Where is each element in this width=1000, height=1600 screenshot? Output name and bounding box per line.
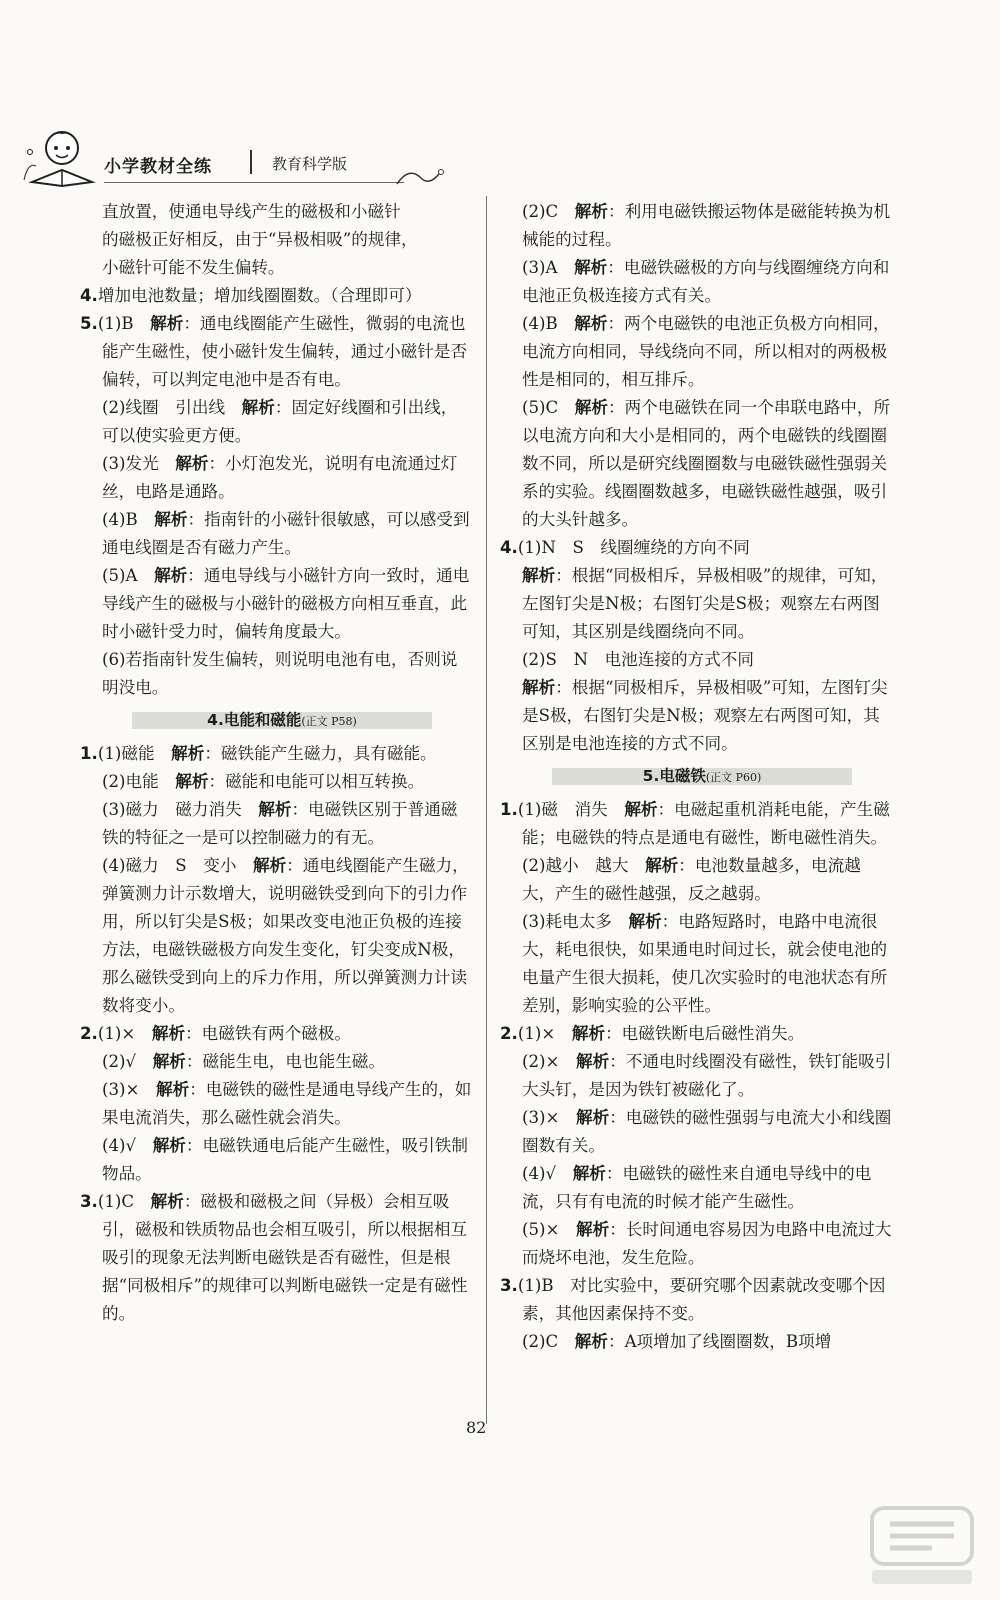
analysis-text: ：A项增加了线圈圈数，B项增 — [607, 1332, 832, 1351]
s4-question-4-analysis-2 — [500, 674, 892, 758]
answer: (4)√ — [102, 1136, 137, 1155]
s5-question-2-part-5 — [500, 1216, 892, 1272]
analysis-text: ：通电导线与小磁针方向一致时，通电导线产生的磁极与小磁针的磁极方向相互垂直，此时小磁针受力时，偏转角度最大。 — [102, 566, 470, 641]
analysis-text: ：磁极和磁极之间（异极）会相互吸引，磁极和铁质物品也会相互吸引，所以根据相互吸引的现象无法判断电磁铁是否有磁性，但是根据“同极相斥”的规律可以判断电磁铁一定是有磁性的。 — [102, 1192, 468, 1323]
analysis-label: 解析 — [522, 678, 556, 697]
s5-question-1-part-3 — [500, 908, 892, 1020]
analysis-text: ：电磁铁的磁性强弱与电流大小和线圈圈数有关。 — [522, 1108, 892, 1155]
s4-question-1-part-4 — [80, 852, 472, 1020]
question-number: 2. — [500, 1024, 518, 1043]
s4-question-3-part-3 — [500, 254, 892, 310]
mascot-reading-icon — [22, 122, 100, 188]
analysis-label: 解析 — [171, 744, 205, 763]
answer: (1)磁能 — [97, 744, 155, 763]
answer: (4)磁力 S 变小 — [102, 856, 237, 875]
answer: (3)× — [522, 1108, 560, 1127]
analysis-text: ：小灯泡发光，说明有电流通过灯丝，电路是通路。 — [102, 454, 458, 501]
s4-question-3-part-1 — [80, 1188, 472, 1328]
answer: (1)C — [97, 1192, 135, 1211]
answer: (5)A — [102, 566, 138, 585]
question-number: 4. — [80, 286, 98, 305]
s5-question-1-part-2 — [500, 852, 892, 908]
analysis-label: 解析 — [628, 912, 662, 931]
analysis-text: ：通电线圈能产生磁力，弹簧测力计示数增大，说明磁铁受到向下的引力作用，所以钉尖是S极；如果改变电池正负极的连接方法，电磁铁磁极方向发生变化，钉尖变成N极，那么磁铁受到向上的斥力作用，所以弹簧测力计读数将变小。 — [102, 856, 469, 1015]
analysis-text: ：长时间通电容易因为电路中电流过大而烧坏电池，发生危险。 — [522, 1220, 892, 1267]
answer: (2)√ — [102, 1052, 137, 1071]
question-5-part-4 — [80, 506, 472, 562]
s4-question-2-part-4 — [80, 1132, 472, 1188]
analysis-label: 解析 — [258, 800, 292, 819]
analysis-label: 解析 — [156, 1080, 190, 1099]
analysis-text: ：根据“同极相斥，异极相吸”可知，左图钉尖是S极，右图钉尖是N极；观察左右两图可知，其区别是电池连接的方式不同。 — [522, 678, 888, 753]
column-divider — [486, 196, 487, 1424]
section-title: 4.电能和磁能 — [207, 711, 302, 729]
analysis-text: ：电磁铁磁极的方向与线圈缠绕方向和电池正负极连接方式有关。 — [522, 258, 890, 305]
header-divider — [250, 150, 252, 174]
question-number: 2. — [80, 1024, 98, 1043]
s5-question-3-part-1 — [500, 1272, 892, 1328]
s5-question-3-part-2 — [500, 1328, 892, 1356]
analysis-label: 解析 — [576, 1220, 610, 1239]
analysis-label: 解析 — [574, 1332, 608, 1351]
analysis-text: ：磁能生电，电也能生磁。 — [185, 1052, 385, 1071]
answer: (5)C — [522, 398, 559, 417]
analysis-label: 解析 — [154, 566, 188, 585]
analysis-text: ：电磁铁有两个磁极。 — [185, 1024, 351, 1043]
analysis-text: ：电磁铁的磁性是通电导线产生的，如果电流消失，那么磁性就会消失。 — [102, 1080, 472, 1127]
s4-question-1-part-2 — [80, 768, 472, 796]
question-5-part-3 — [80, 450, 472, 506]
s5-question-2-part-1 — [500, 1020, 892, 1048]
s4-question-2-part-1 — [80, 1020, 472, 1048]
s4-question-3-part-5 — [500, 394, 892, 534]
section-heading-5 — [552, 762, 852, 790]
analysis-label: 解析 — [576, 1052, 610, 1071]
right-column — [500, 198, 892, 1356]
analysis-label: 解析 — [175, 772, 209, 791]
answer: (1)磁 消失 — [517, 800, 608, 819]
series-title: 小学教材全练 — [104, 157, 212, 177]
answer: (2)线圈 引出线 — [102, 398, 226, 417]
analysis-text: ：通电线圈能产生磁性，微弱的电流也能产生磁性，使小磁针发生偏转，通过小磁针是否偏转，可以判定电池中是否有电。 — [102, 314, 468, 389]
question-5-part-2 — [80, 394, 472, 450]
analysis-label: 解析 — [576, 1108, 610, 1127]
question-number: 3. — [500, 1276, 518, 1295]
answer: (5)× — [522, 1220, 560, 1239]
analysis-text: ：电磁起重机消耗电能，产生磁能；电磁铁的特点是通电有磁性，断电磁性消失。 — [522, 800, 890, 847]
analysis-text: ：电磁铁区别于普通磁铁的特征之一是可以控制磁力的有无。 — [102, 800, 458, 847]
section-page-ref: (正文 P58) — [301, 715, 357, 728]
analysis-text: ：电池数量越多，电流越大，产生的磁性越强，反之越弱。 — [522, 856, 861, 903]
page-header — [0, 120, 1000, 190]
analysis-text: ：两个电磁铁在同一个串联电路中，所以电流方向和大小是相同的，两个电磁铁的线圈圈数不同，所以是研究线圈圈数与电磁铁磁性强弱关系的实验。线圈圈数越多，电磁铁磁性越强，吸引的大头针越多。 — [522, 398, 891, 529]
answer: (3)A — [522, 258, 558, 277]
continued-line: 直放置，使通电导线产生的磁极和小磁针 — [102, 202, 401, 221]
s5-question-2-part-4 — [500, 1160, 892, 1216]
analysis-text: ：两个电磁铁的电池正负极方向相同，电流方向相同，导线绕向不同，所以相对的两极极性是相同的，相互排斥。 — [522, 314, 890, 389]
analysis-text: ：磁铁能产生磁力，具有磁能。 — [204, 744, 437, 763]
analysis-text: ：根据“同极相斥，异极相吸”的规律，可知，左图钉尖是N极；右图钉尖是S极；观察左右两图可知，其区别是线圈绕向不同。 — [522, 566, 888, 641]
answer: (1)N S 线圈缠绕的方向不同 — [517, 538, 750, 557]
answer-text: 增加电池数量；增加线圈圈数。（合理即可） — [97, 286, 422, 305]
analysis-label: 解析 — [522, 566, 556, 585]
answer: (4)B — [522, 314, 558, 333]
analysis-label: 解析 — [151, 1024, 186, 1043]
page-number: 82 — [466, 1418, 487, 1437]
analysis-label: 解析 — [624, 800, 658, 819]
answer: (3)耗电太多 — [522, 912, 612, 931]
analysis-label: 解析 — [645, 856, 679, 875]
analysis-label: 解析 — [241, 398, 275, 417]
answer: (2)C — [522, 1332, 559, 1351]
edition-label: 教育科学版 — [272, 155, 348, 173]
analysis-label: 解析 — [154, 510, 188, 529]
answer: (3)发光 — [102, 454, 159, 473]
answer: (1)× — [97, 1024, 136, 1043]
analysis-text: ：利用电磁铁搬运物体是磁能转换为机械能的过程。 — [522, 202, 891, 249]
analysis-text: ：电磁铁断电后磁性消失。 — [605, 1024, 805, 1043]
answer: (1)B — [97, 314, 134, 333]
analysis-label: 解析 — [574, 202, 608, 221]
answer: (2)S N 电池连接的方式不同 — [522, 650, 754, 669]
continued-line: 小磁针可能不发生偏转。 — [102, 258, 285, 277]
analysis-text: ：磁能和电能可以相互转换。 — [208, 772, 425, 791]
s4-question-3-part-2 — [500, 198, 892, 254]
question-number: 5. — [80, 314, 98, 333]
answer: (1)B — [517, 1276, 554, 1295]
analysis-text: ：固定好线圈和引出线，可以使实验更方便。 — [102, 398, 458, 445]
continued-line: 的磁极正好相反，由于“异极相吸”的规律， — [102, 230, 418, 249]
section-title: 5.电磁铁 — [642, 767, 706, 785]
analysis-text: 对比实验中，要研究哪个因素就改变哪个因素，其他因素保持不变。 — [522, 1276, 886, 1323]
analysis-label: 解析 — [574, 398, 608, 417]
analysis-label: 解析 — [571, 1024, 606, 1043]
analysis-label: 解析 — [574, 314, 608, 333]
answer: (3)磁力 磁力消失 — [102, 800, 242, 819]
s4-question-2-part-2 — [80, 1048, 472, 1076]
question-5-part-1 — [80, 310, 472, 394]
analysis-text: ：电磁铁通电后能产生磁性，吸引铁制物品。 — [102, 1136, 468, 1183]
s4-question-4-analysis-1 — [500, 562, 892, 646]
header-swirl-icon — [395, 164, 445, 188]
question-5-part-5 — [80, 562, 472, 646]
s5-question-2-part-3 — [500, 1104, 892, 1160]
question-5-part-6: (6)若指南针发生偏转，则说明电池有电，否则说明没电。 — [102, 650, 458, 697]
answer: (4)B — [102, 510, 138, 529]
analysis-label: 解析 — [572, 1164, 606, 1183]
analysis-label: 解析 — [152, 1052, 186, 1071]
question-number: 1. — [80, 744, 98, 763]
watermark-logo-icon — [862, 1500, 982, 1590]
s4-question-4-part-1 — [500, 534, 892, 562]
s5-question-2-part-2 — [500, 1048, 892, 1104]
answer: (3)× — [102, 1080, 140, 1099]
s4-question-4-part-2 — [500, 646, 892, 674]
question-number: 4. — [500, 538, 518, 557]
answer: (2)C — [522, 202, 559, 221]
s4-question-1-part-3 — [80, 796, 472, 852]
question-4 — [80, 282, 472, 310]
analysis-label: 解析 — [175, 454, 209, 473]
analysis-text: ：不通电时线圈没有磁性，铁钉能吸引大头钉，是因为铁钉被磁化了。 — [522, 1052, 892, 1099]
section-page-ref: (正文 P60) — [705, 771, 762, 784]
analysis-label: 解析 — [152, 1136, 186, 1155]
s4-question-2-part-3 — [80, 1076, 472, 1132]
analysis-text: ：指南针的小磁针很敏感，可以感受到通电线圈是否有磁力产生。 — [102, 510, 470, 557]
analysis-label: 解析 — [150, 314, 184, 333]
analysis-label: 解析 — [150, 1192, 184, 1211]
question-number: 3. — [80, 1192, 98, 1211]
s4-question-1-part-1 — [80, 740, 472, 768]
question-number: 1. — [500, 800, 518, 819]
analysis-text: ：电磁铁的磁性来自通电导线中的电流，只有有电流的时候才能产生磁性。 — [522, 1164, 872, 1211]
analysis-text: ：电路短路时，电路中电流很大，耗电很快，如果通电时间过长，就会使电池的电量产生很大损耗，使几次实验时的电池状态有所差别，影响实验的公平性。 — [522, 912, 888, 1015]
s5-question-1-part-1 — [500, 796, 892, 852]
header-rule — [104, 182, 404, 183]
analysis-label: 解析 — [574, 258, 608, 277]
answer: (2)越小 越大 — [522, 856, 629, 875]
answer: (2)电能 — [102, 772, 159, 791]
section-heading-4 — [132, 706, 432, 734]
answer: (1)× — [517, 1024, 556, 1043]
left-column — [80, 198, 472, 1328]
analysis-label: 解析 — [253, 856, 287, 875]
answer: (2)× — [522, 1052, 560, 1071]
s4-question-3-part-4 — [500, 310, 892, 394]
answer: (4)√ — [522, 1164, 557, 1183]
